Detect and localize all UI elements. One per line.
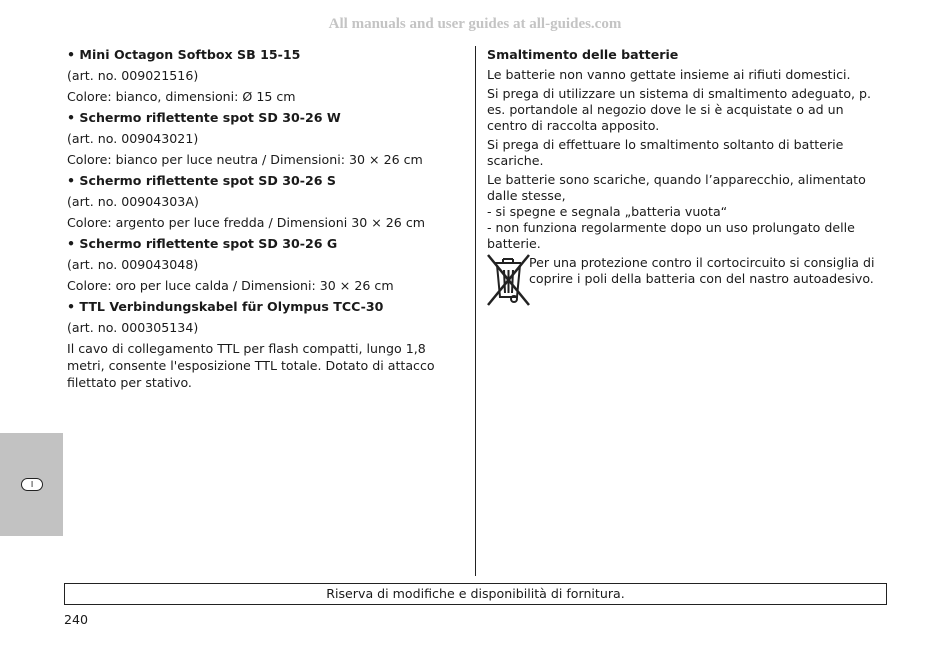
accessory-item-title: • TTL Verbindungskabel für Olympus TCC-30	[67, 299, 384, 314]
language-badge: I	[21, 478, 43, 491]
paragraph: Si prega di utilizzare un sistema di smaltimento adeguato, p. es. portandole al negozio dove le si è acquistate o ad un centro di raccolta apposito.	[487, 86, 872, 133]
column-divider	[475, 46, 476, 576]
footer-note: Riserva di modifiche e disponibilità di fornitura.	[64, 583, 887, 605]
paragraph: Si prega di effettuare lo smaltimento soltanto di batterie scariche.	[487, 137, 844, 168]
accessory-item-title: • Schermo riflettente spot SD 30-26 S	[67, 173, 336, 188]
watermark: All manuals and user guides at all-guides.com	[328, 16, 622, 32]
crossed-out-bin-icon	[485, 251, 533, 309]
paragraph: Per una protezione contro il cortocircuito si consiglia di coprire i poli della batteria con del nastro autoadesivo.	[529, 255, 875, 286]
language-tab	[0, 433, 63, 536]
article-number: (art. no. 009043021)	[67, 131, 199, 146]
accessory-description: Colore: bianco per luce neutra / Dimensioni: 30 × 26 cm	[67, 152, 423, 167]
accessory-description: Colore: oro per luce calda / Dimensioni: 30 × 26 cm	[67, 278, 394, 293]
article-number: (art. no. 009043048)	[67, 257, 199, 272]
short-circuit-note	[487, 255, 887, 311]
accessory-description: Colore: bianco, dimensioni: Ø 15 cm	[67, 89, 296, 104]
battery-disposal-section	[487, 46, 887, 311]
article-number: (art. no. 009021516)	[67, 68, 199, 83]
section-heading: Smaltimento delle batterie	[487, 47, 679, 62]
accessory-description: Il cavo di collegamento TTL per flash compatti, lungo 1,8 metri, consente l'esposizione TTL totale. Dotato di attacco filettato per stativo.	[67, 341, 435, 390]
article-number: (art. no. 000305134)	[67, 320, 199, 335]
list-item: - si spegne e segnala „batteria vuota“	[487, 204, 728, 219]
accessory-item-title: • Mini Octagon Softbox SB 15-15	[67, 47, 301, 62]
page-number: 240	[64, 612, 89, 627]
accessory-item-title: • Schermo riflettente spot SD 30-26 G	[67, 236, 338, 251]
list-item: - non funziona regolarmente dopo un uso prolungato delle batterie.	[487, 220, 855, 251]
paragraph: Le batterie sono scariche, quando l’apparecchio, alimentato dalle stesse,	[487, 172, 866, 203]
article-number: (art. no. 00904303A)	[67, 194, 199, 209]
accessory-list	[67, 46, 459, 395]
paragraph: Le batterie non vanno gettate insieme ai rifiuti domestici.	[487, 67, 851, 82]
accessory-item-title: • Schermo riflettente spot SD 30-26 W	[67, 110, 341, 125]
accessory-description: Colore: argento per luce fredda / Dimensioni 30 × 26 cm	[67, 215, 426, 230]
